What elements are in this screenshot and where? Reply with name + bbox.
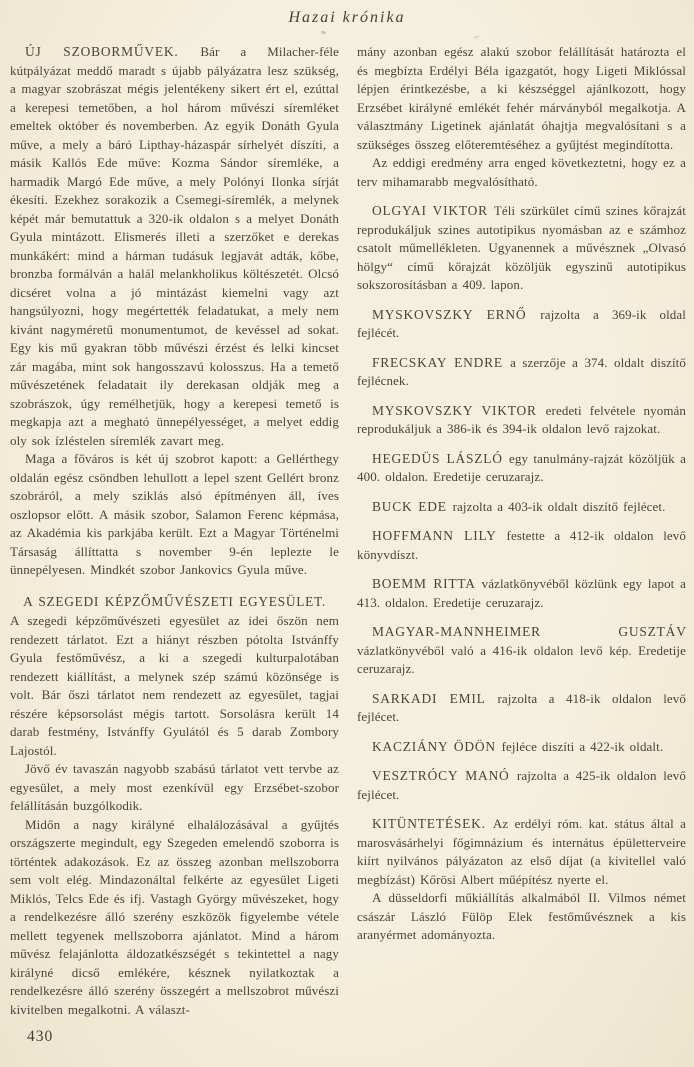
paragraph: MAGYAR-MANNHEIMER GUSZTÁV vázlatkönyvéből való a 416-ik oldalon levő kép. Eredetije ceruzarajz. xyxy=(357,624,686,676)
paragraph: HEGEDÜS LÁSZLÓ egy tanulmány-rajzát közöljük a 400. oldalon. Eredetije ceruzarajz. xyxy=(357,450,686,484)
run-in-heading: HOFFMANN LILY xyxy=(372,528,507,543)
paragraph: HOFFMANN LILY festette a 412-ik oldalon levő könyvdíszt. xyxy=(357,528,686,562)
run-in-heading: BUCK EDE xyxy=(372,498,453,514)
paragraph: MYSKOVSZKY VIKTOR eredeti felvétele nyomán reprodukáljuk a 386-ik és 394-ik oldalon levő rajzokat. xyxy=(357,402,687,436)
text-columns xyxy=(0,27,694,1047)
paragraph: OLGYAI VIKTOR Téli szürkület című szines kőrajzát reprodukáljuk szines autotipikus nyomásban az e számhoz csatolt műmellékleten. Ugyanennek a művésznek „Olvasó hölgy“ című kőrajzát közöljük egyszinű autotipikus sokszorosításban a 409. lapon. xyxy=(357,203,686,292)
run-in-heading: MYSKOVSZKY VIKTOR xyxy=(372,402,546,418)
paragraph: ÚJ SZOBORMŰVEK. Bár a Milacher-féle kútpályázat meddő maradt s újabb pályázatra lesz szükség, a magyar szobrászat mégis jelentékeny sikert ért el, ezúttal a kerepesi temetőben, a hol három művészi síremléket emeltek október és novemberben. Az egyik Donáth Gyula műve, a mely a báró Lipthay-házaspár sírhelyét díszíti, a másik Kallós Ede műve: Kozma Sándor síremléke, a harmadik Margó Ede műve, a mely Polónyi Ilonka sírját ékesíti. Ezekhez sorakozik a Csemegi-síremlék, a melynek képét már bemutattuk a 320-ik oldalon s a melyet Donáth Gyula mintázott. Elismerés illeti a szerzőket e derekas munkákért: mind a hárman tudásuk legjavát adták, kőbe, bronzba formálván a halál melankholikus költészetét. Olcsó dicséret volna a jó mintázást kiemelni vagy azt hangsúlyozni, hogy megértették feladatukat, a mely nem kivánt nagyméretű monumentumot, de kevéssel ad sokat. Egy kis mű gyakran több művészi érzést és lelki kincset zár magába, mint sok hangosszavú kolosszus. Ha a temető művészetének feladatait ily derekasan oldják meg a szobrászok, úgy remélhetjük, hogy a kerepesi temető is megkapja azt a megható ünnepélyességet, a melyet eddig oly sok ízléstelen síremlék zavart meg. xyxy=(10,44,339,448)
section-heading: A SZEGEDI KÉPZŐMŰVÉSZETI EGYESÜLET. xyxy=(23,593,326,609)
page-number: 430 xyxy=(27,1028,54,1045)
paragraph: VESZTRÓCY MANÓ rajzolta a 425-ik oldalon levő fejlécet. xyxy=(357,768,686,802)
run-in-heading: OLGYAI VIKTOR xyxy=(372,203,494,218)
run-in-heading: ÚJ SZOBORMŰVEK. xyxy=(25,44,201,59)
run-in-heading: HEGEDÜS LÁSZLÓ xyxy=(372,450,509,466)
paragraph: A düsseldorfi műkiállítás alkalmából II. Vilmos német császár László Fülöp Elek festőművésznek a kis aranyérmet adományozta. xyxy=(357,890,686,942)
run-in-heading: KACZIÁNY ÖDÖN xyxy=(372,738,502,754)
paragraph: Az eddigi eredmény arra enged következtetni, hogy ez a terv mihamarabb megvalósítható. xyxy=(357,155,686,189)
paragraph: A szegedi képzőművészeti egyesület az idei őszön nem rendezett tárlatot. Ezt a hiányt részben pótolta Istvánffy Gyula festőművész, a ki a szegedi kulturpalotában rendezett kiállítást, a melynek szép számú közönsége is volt. Bár őszi tárlatot nem rendezett az egyesület, tagjai részére képsorsolást mégis tartott. Sorsolásra került 14 darab festmény, Istvánffy Gyulától és 5 darab Zombory Lajostól. xyxy=(10,613,339,758)
paragraph: KACZIÁNY ÖDÖN fejléce diszíti a 422-ik oldalt. xyxy=(372,738,664,754)
run-in-heading: KITÜNTETÉSEK. xyxy=(372,816,493,831)
paragraph: SARKADI EMIL rajzolta a 418-ik oldalon levő fejlécet. xyxy=(357,690,686,724)
run-in-heading: VESZTRÓCY MANÓ xyxy=(372,768,517,783)
paragraph: FRECSKAY ENDRE a szerzője a 374. oldalt diszítő fejlécnek. xyxy=(357,354,686,388)
run-in-heading: SARKADI EMIL xyxy=(372,690,498,706)
paragraph: Maga a főváros is két új szobrot kapott: a Gellérthegy oldalán egész csöndben lehullott a lepel szent Gellért bronz szobráról, a mely sziklás alsó építményen áll, íves oszlopsor előtt. A másik szobor, Salamon Ferenc képmása, az Akadémia kis parkjába került. Ezt a Magyar Történelmi Társaság állíttatta s november 9-én leplezte le ünnepélyesen. Mindkét szobor Jankovics Gyula műve. xyxy=(10,451,339,577)
paragraph: Jövő év tavaszán nagyobb szabású tárlatot vett tervbe az egyesület, a mely most ezenkívül egy Erzsébet-szobor felállításán buzgólkodik. xyxy=(10,761,339,813)
paragraph: KITÜNTETÉSEK. Az erdélyi róm. kat. státus által a marosvásárhelyi főgimnázium és internátus épületterveire kiírt nyilvános pályázaton az első díjat (a kivitellel való megbízást) Kőrösi Albert műépítész nyerte el. xyxy=(357,816,686,887)
paragraph: BUCK EDE rajzolta a 403-ik oldalt diszítő fejlécet. xyxy=(372,498,666,514)
running-head: Hazai krónika xyxy=(288,9,406,26)
paragraph: mány azonban egész alakú szobor felállítását határozta el és megbízta Erdélyi Béla igazgatót, hogy Ligeti Miklóssal lépjen érintkezésbe, a ki készséggel ajánlkozott, hogy Erzsébet királyné emlékét fehér márványból megalkotja. A választmány Ligetinek ajánlatát óhajtja megvalósítani s a szükséges összeg előteremtéséhez a gyűjtést megindította. xyxy=(357,44,686,152)
paragraph: MYSKOVSZKY ERNŐ rajzolta a 369-ik oldal fejlécét. xyxy=(357,306,686,340)
run-in-heading: MYSKOVSZKY ERNŐ xyxy=(372,306,541,322)
right-column xyxy=(357,43,686,1047)
run-in-heading: BOEMM RITTA xyxy=(372,576,482,591)
left-column xyxy=(10,43,339,1047)
run-in-heading: MAGYAR-MANNHEIMER GUSZTÁV xyxy=(372,624,686,639)
run-in-heading: FRECSKAY ENDRE xyxy=(372,354,511,370)
paragraph: Midőn a nagy királyné elhalálozásával a gyűjtés országszerte megindult, egy Szegeden emelendő szoborra is történtek adakozások. Ez az összeg azonban mellszoborra sem volt elég. Mindazonáltal felkérte az egyesület Ligeti Miklós, Telcs Ede és ifj. Vastagh György művészeket, hogy a rendelkezésre álló szerény eszközök figyelembe vétele mellett tegyenek mellszoborra ajánlatot. Mind a három művész felajánlotta áldozatkészségét s tekintettel a nagy királyné dicső emlékére, késznek nyilatkoztak a rendelkezésre álló szerény összegért a mellszobrot művészi kivitelben megalkotni. A választ- xyxy=(10,816,339,1017)
paragraph: BOEMM RITTA vázlatkönyvéből közlünk egy lapot a 413. oldalon. Eredetije ceruzarajz. xyxy=(357,576,686,610)
